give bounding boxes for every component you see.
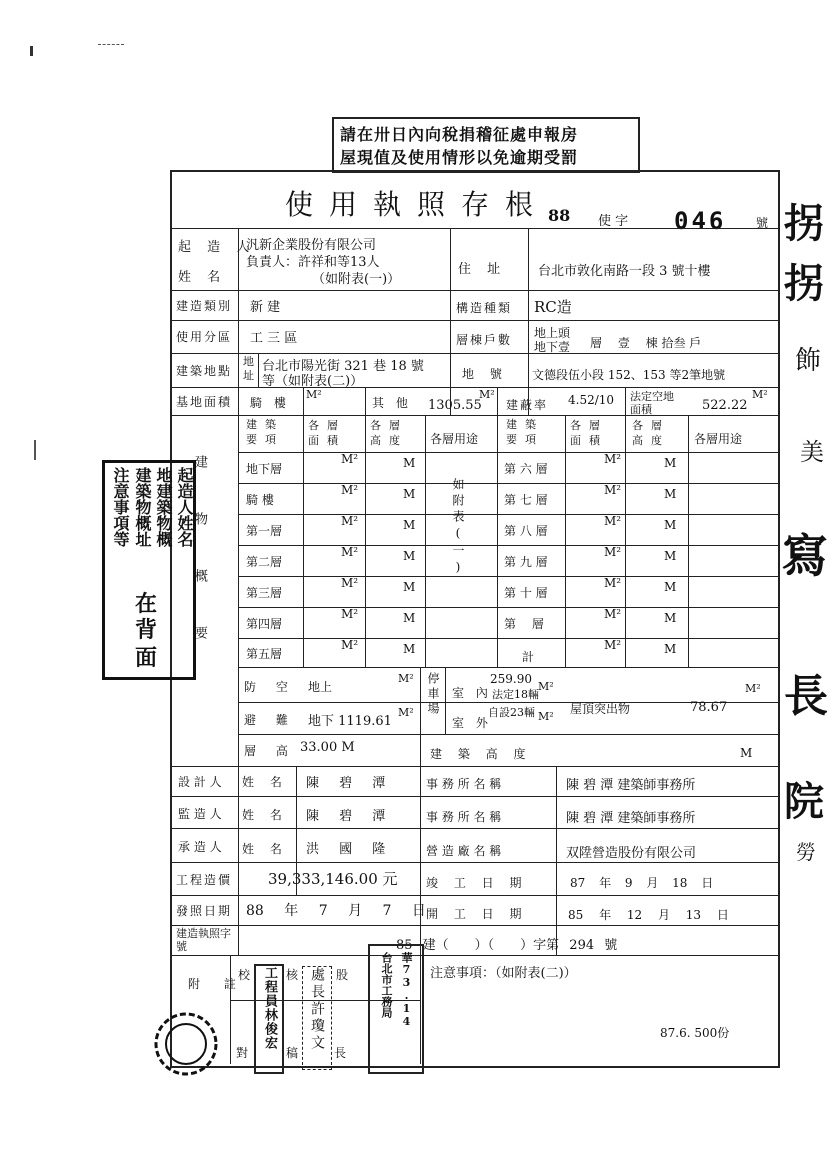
approval-stamp: [368, 944, 424, 1074]
contractor-office: 双陞營造股份有限公司: [566, 846, 697, 861]
struct-type-label: 構造種類: [456, 301, 513, 315]
floor-right-6: 計: [522, 650, 535, 664]
lot-value: 文德段伍小段 152、153 等2筆地號: [532, 368, 726, 382]
arcade-label: 騎 樓: [250, 396, 290, 410]
contractor-name: 洪 國 隆: [306, 842, 394, 857]
lot-label: 地 號: [462, 367, 508, 381]
defense-label-2: 避 難: [244, 713, 296, 727]
unit-m-r3: M: [664, 549, 677, 563]
start-date-value: 85 年 12 月 13 日: [568, 908, 729, 922]
coverage-label: 建蔽率: [506, 398, 549, 412]
margin-char-7: 勞: [796, 840, 816, 864]
col-use-right: 各層用途: [694, 432, 743, 446]
notice-line2: 屋現值及使用情形以免逾期受罰: [340, 148, 579, 167]
remark-note: 注意事項：（如附表(二)）: [430, 966, 577, 981]
floor-left-2: 第一層: [246, 524, 283, 538]
side-col-1: 起造人姓名: [175, 467, 194, 547]
floor-height-label: 層 高: [244, 744, 296, 758]
side-big-2: 背: [135, 617, 158, 643]
floors-line1: 地上頭: [534, 326, 571, 340]
unit-m2-r4: M²: [604, 576, 622, 590]
owner-name: 汎新企業股份有限公司: [246, 238, 377, 253]
supervisor-office-label: 事 務 所 名 稱: [426, 810, 502, 824]
margin-char-0: 拐: [784, 200, 824, 247]
supervisor-name-label: 姓 名: [242, 808, 288, 822]
cost-label: 工程造價: [176, 873, 233, 887]
legal-value: 522.22: [702, 398, 748, 413]
scan-mark-top: [30, 46, 33, 56]
floor-right-3: 第 九 層: [504, 555, 548, 569]
unit-m-r2: M: [664, 518, 677, 532]
defense-unit-2: M²: [398, 706, 414, 719]
floors-line2: 地下壹: [534, 340, 571, 354]
site-label: 建築地點: [176, 364, 233, 378]
director-stamp: [302, 966, 332, 1070]
build-type-value: 新 建: [250, 300, 281, 315]
parking-unit-2: M²: [538, 710, 554, 723]
site-address-note: 等（如附表(二)）: [262, 374, 364, 389]
contractor-office-label: 營 造 廠 名 稱: [426, 844, 502, 858]
floors-value: 層 壹 棟 拾叁 戶: [590, 336, 702, 350]
site-address: 台北市陽光街 321 巷 18 號: [262, 359, 424, 374]
unit-m2-l4: M²: [341, 576, 359, 590]
floor-right-4: 第 十 層: [504, 586, 548, 600]
sign-check-6: 長: [334, 1046, 347, 1060]
coverage-value: 4.52/10: [568, 393, 615, 407]
side-col-2: 地建築物概: [154, 467, 173, 547]
unit-m2-r1: M²: [604, 483, 622, 497]
sign-check-4: 稿: [286, 1046, 299, 1060]
scan-mark-dash: [98, 44, 124, 45]
unit-m-r1: M: [664, 487, 677, 501]
address-label: 住 址: [458, 262, 507, 277]
floor-height-value: 33.00 M: [300, 740, 355, 755]
address-value: 台北市敦化南路一段 3 號十樓: [538, 264, 711, 279]
col-height-left: 各層高度: [370, 419, 408, 447]
unit-m-r5: M: [664, 611, 677, 625]
unit-m2-r0: M²: [604, 452, 622, 466]
floor-right-5: 第 層: [504, 617, 544, 631]
unit-m2-l5: M²: [341, 607, 359, 621]
engineer-stamp-text: 工程員林俊宏: [262, 966, 277, 1050]
start-date-label: 開 工 日 期: [426, 907, 528, 921]
owner-note: （如附表(一)）: [312, 272, 401, 287]
building-height-unit: M: [740, 746, 753, 760]
unit-m-l4: M: [403, 580, 416, 594]
unit-m2-r3: M²: [604, 545, 622, 559]
unit-m-r6: M: [664, 642, 677, 656]
sign-check-2: 對: [236, 1046, 249, 1060]
legal-label: 法定空地面積: [630, 390, 674, 416]
area-label: 基地面積: [176, 395, 233, 409]
other-value: 1305.55: [428, 398, 482, 413]
issue-date-label: 發照日期: [176, 904, 233, 918]
margin-char-3: 美: [800, 438, 824, 466]
designer-office-label: 事 務 所 名 稱: [426, 777, 502, 791]
struct-type-value: RC造: [534, 298, 572, 316]
approval-stamp-b: 台北市工務局: [380, 952, 393, 1018]
col-height-right: 各層高度: [632, 419, 670, 447]
floors-label: 層棟戶數: [456, 333, 513, 347]
site-sub: 地址: [243, 355, 254, 382]
permit-value: 85 建（ ）（ ）字第 294 號: [396, 938, 618, 953]
engineer-stamp: [254, 964, 284, 1074]
margin-char-5: 長: [784, 671, 828, 722]
col-area-left: 各層面積: [308, 419, 346, 447]
zone-label: 使用分區: [176, 330, 233, 344]
parking-unit-1: M²: [538, 680, 554, 693]
issue-date-value: 88 年 7 月 7 日: [246, 903, 426, 919]
contractor-role: 承 造 人: [178, 840, 222, 854]
remark-label: 附 註: [188, 977, 246, 991]
other-label: 其 他: [372, 396, 412, 410]
sign-check-5: 股: [336, 968, 349, 982]
floor-right-2: 第 八 層: [504, 524, 548, 538]
margin-char-1: 拐: [784, 260, 824, 307]
round-seal: [152, 1010, 220, 1078]
col-item-right: 建築要項: [506, 418, 544, 446]
unit-m-l3: M: [403, 549, 416, 563]
unit-m2-r6: M²: [604, 638, 622, 652]
unit-m-l5: M: [403, 611, 416, 625]
contractor-name-label: 姓 名: [242, 842, 288, 856]
designer-office: 陳 碧 潭 建築師事務所: [566, 778, 696, 793]
unit-m2-r5: M²: [604, 607, 622, 621]
parking-indoor-label: 室 內: [452, 686, 492, 700]
scan-mark-left: [34, 440, 36, 460]
done-date-value: 87 年 9 月 18 日: [570, 876, 714, 890]
side-col-4: 注意事項等: [111, 467, 130, 547]
unit-m2-l3: M²: [341, 545, 359, 559]
parking-indoor-value: 259.90: [490, 672, 532, 686]
notice-line1: 請在卅日內向稅捐稽征處申報房: [340, 125, 579, 144]
side-big-1: 在: [135, 591, 158, 617]
permit-number: 046: [674, 207, 727, 235]
roof-unit: M²: [745, 682, 761, 695]
unit-m2-l2: M²: [341, 514, 359, 528]
parking-indoor-note: 法定18輛: [492, 688, 539, 701]
approval-stamp-a: 華73.14: [400, 952, 413, 1028]
floor-left-0: 地下層: [246, 462, 283, 476]
sign-check-3: 核: [286, 968, 299, 982]
margin-char-6: 院: [784, 778, 824, 825]
defense-label-1: 防 空: [244, 680, 296, 694]
side-col-3: 建築物概址: [133, 467, 152, 547]
unit-m-r4: M: [664, 580, 677, 594]
done-date-label: 竣 工 日 期: [426, 876, 528, 890]
notice-stamp: [332, 117, 640, 173]
supervisor-office: 陳 碧 潭 建築師事務所: [566, 811, 696, 826]
col-area-right: 各層面積: [570, 419, 608, 447]
unit-m-l1: M: [403, 487, 416, 501]
supervisor-name: 陳 碧 潭: [306, 809, 394, 824]
designer-name: 陳 碧 潭: [306, 776, 394, 791]
margin-char-4: 寫: [782, 529, 828, 583]
building-height-label: 建 築 高 度: [430, 747, 532, 761]
unit-m-r0: M: [664, 456, 677, 470]
designer-name-label: 姓 名: [242, 775, 288, 789]
floor-left-6: 第五層: [246, 647, 283, 661]
floor-left-4: 第三層: [246, 586, 283, 600]
supervisor-role: 監 造 人: [178, 807, 222, 821]
defense-unit-1: M²: [398, 672, 414, 685]
margin-char-2: 飾: [795, 346, 822, 376]
word-text: 使 字: [598, 214, 629, 229]
unit-m2-l0: M²: [341, 452, 359, 466]
col-use-left: 各層用途: [430, 432, 479, 446]
floor-left-1: 騎 樓: [246, 493, 274, 507]
area-unit-2: M²: [479, 388, 495, 401]
unit-m-l0: M: [403, 456, 416, 470]
sign-check-1: 校: [238, 968, 251, 982]
roof-value: 78.67: [690, 700, 728, 715]
defense-value-1: 地上: [308, 680, 333, 694]
number-suffix: 號: [756, 216, 769, 230]
floor-left-3: 第二層: [246, 555, 283, 569]
defense-value-2: 地下 1119.61: [308, 714, 392, 729]
year-text: 88: [548, 206, 571, 225]
unit-m2-l1: M²: [341, 483, 359, 497]
use-note: 如附表(一): [451, 478, 465, 578]
footer-text: 87.6. 500份: [660, 1026, 730, 1040]
owner-rep: 負責人：許祥和等13人: [246, 255, 380, 270]
owner-label-1: 起 造 人: [178, 240, 256, 255]
floor-right-1: 第 七 層: [504, 493, 548, 507]
zone-value: 工 三 區: [250, 331, 298, 346]
side-big-3: 面: [135, 645, 158, 671]
parking-label: 停車場: [426, 672, 440, 717]
parking-outdoor-note: 自設23輛: [488, 706, 535, 719]
unit-m-l2: M: [403, 518, 416, 532]
page-title: 使用執照存根: [285, 188, 550, 221]
build-type-label: 建造類別: [176, 299, 233, 313]
owner-label-2: 姓 名: [178, 270, 227, 285]
col-item-left: 建築要項: [246, 418, 284, 446]
unit-m2-r2: M²: [604, 514, 622, 528]
unit-m-l6: M: [403, 642, 416, 656]
designer-role: 設 計 人: [178, 775, 222, 789]
unit-m2-l6: M²: [341, 638, 359, 652]
floor-right-0: 第 六 層: [504, 462, 548, 476]
director-stamp-text: 處長許瓊文: [309, 967, 325, 1052]
area-unit-1: M²: [306, 388, 322, 401]
area-unit-3: M²: [752, 388, 768, 401]
overview-label: 建物概要: [192, 455, 207, 683]
side-notice-box: [102, 460, 196, 680]
floor-left-5: 第四層: [246, 617, 283, 631]
parking-outdoor-label: 室 外: [452, 716, 492, 730]
cost-value: 39,333,146.00 元: [268, 870, 398, 888]
roof-label: 屋頂突出物: [570, 702, 631, 716]
permit-label: 建造執照字號: [176, 927, 231, 953]
